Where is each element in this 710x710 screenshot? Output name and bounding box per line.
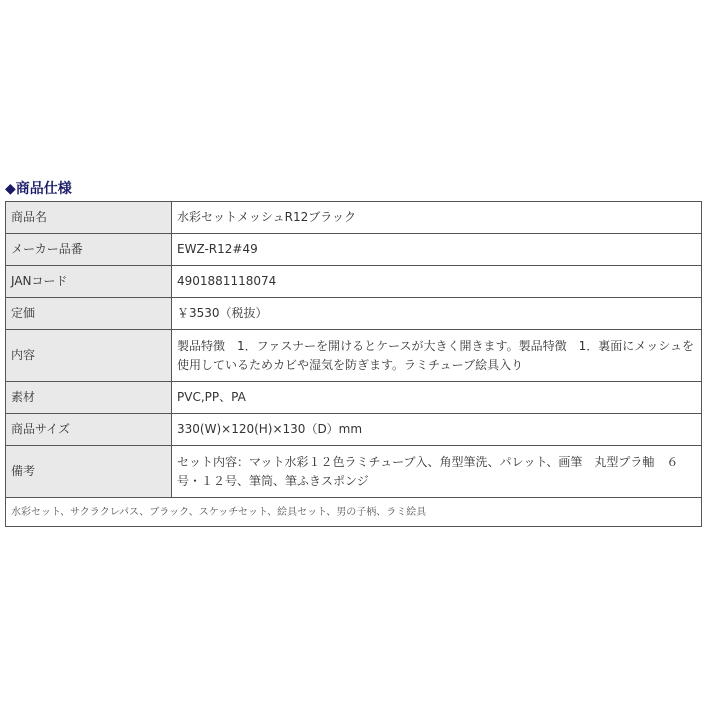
section-title: ◆商品仕様 [5,181,72,197]
table-row [6,234,702,266]
row-label-maker-part-number: メーカー品番 [6,234,172,266]
row-value-list-price: ￥3530（税抜） [172,298,702,330]
row-label-contents: 内容 [6,330,172,382]
spec-table [5,201,702,527]
table-row [6,498,702,527]
row-value-material: PVC,PP、PA [172,382,702,414]
row-value-product-size: 330(W)×120(H)×130（D）mm [172,414,702,446]
table-row [6,202,702,234]
table-row [6,330,702,382]
row-value-jan-code: 4901881118074 [172,266,702,298]
row-label-material: 素材 [6,382,172,414]
table-row [6,298,702,330]
row-value-product-name: 水彩セットメッシュR12ブラック [172,202,702,234]
row-value-notes: セット内容：マット水彩１２色ラミチューブ入、角型筆洗、パレット、画筆 丸型プラ軸 ６号・１２号、筆筒、筆ふきスポンジ [172,446,702,498]
keywords-text: 水彩セット、サクラクレパス、ブラック、スケッチセット、絵具セット、男の子柄、ラミ絵具 [6,498,702,527]
table-row [6,446,702,498]
table-row [6,382,702,414]
table-row [6,266,702,298]
row-label-product-size: 商品サイズ [6,414,172,446]
table-row [6,414,702,446]
row-value-contents: 製品特徴 1．ファスナーを開けるとケースが大きく開きます。製品特徴 1．裏面にメッシュを使用しているためカビや湿気を防ぎます。ラミチューブ絵具入り [172,330,702,382]
row-label-notes: 備考 [6,446,172,498]
row-label-jan-code: JANコード [6,266,172,298]
row-label-product-name: 商品名 [6,202,172,234]
row-label-list-price: 定価 [6,298,172,330]
row-value-maker-part-number: EWZ-R12#49 [172,234,702,266]
